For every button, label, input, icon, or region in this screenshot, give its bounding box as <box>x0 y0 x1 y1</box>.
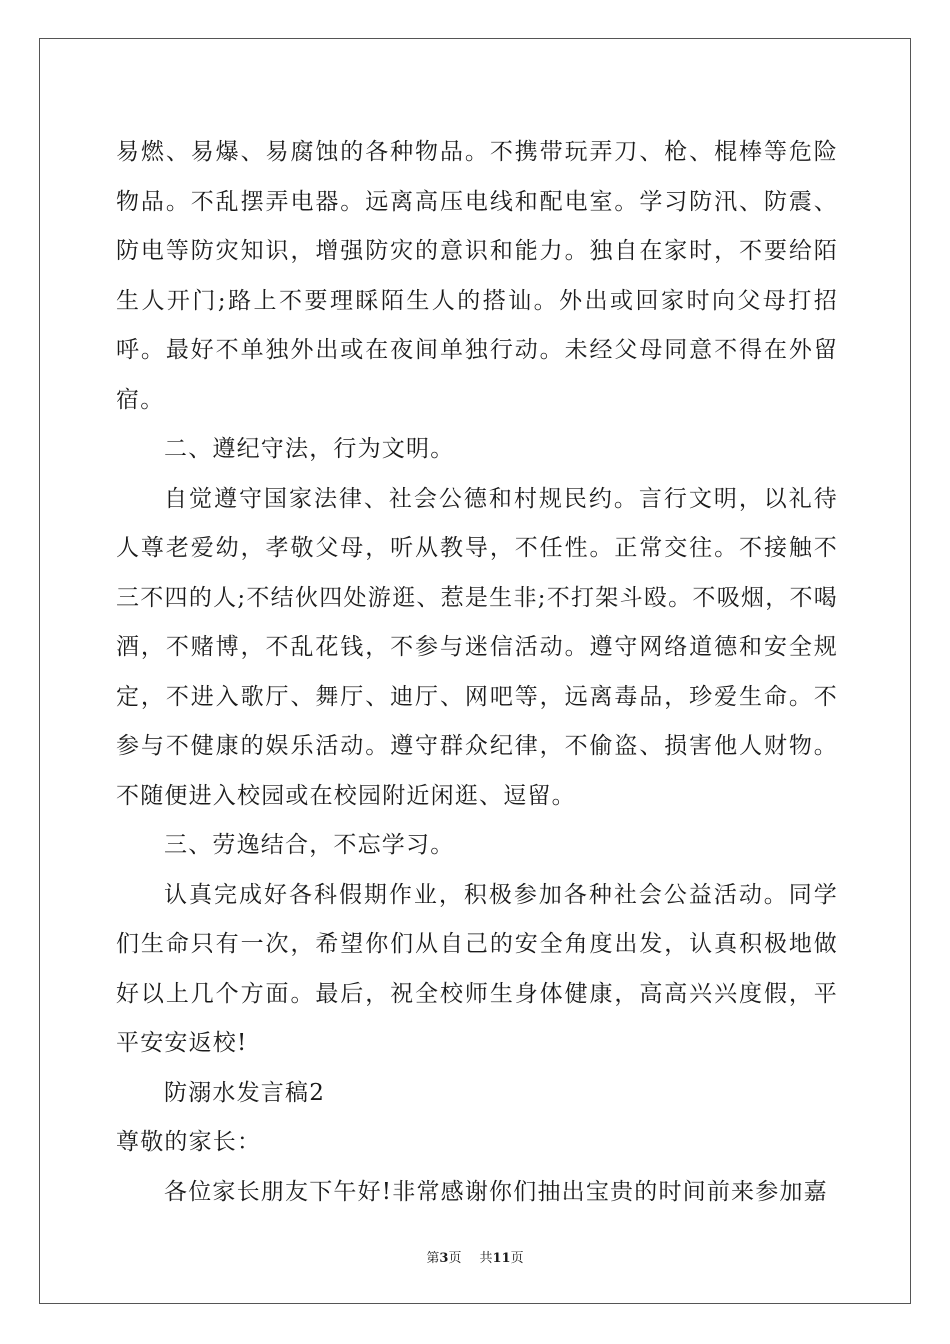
page-footer <box>0 1247 950 1266</box>
footer-total-prefix: 共 <box>479 1251 493 1266</box>
footer-page-suffix: 页 <box>448 1251 462 1266</box>
document-body <box>116 128 838 1217</box>
speech-title: 防溺水发言稿2 <box>164 1079 326 1106</box>
paragraph-section-3: 认真完成好各科假期作业，积极参加各种社会公益活动。同学们生命只有一次，希望你们从自己的安全角度出发，认真积极地做好以上几个方面。最后，祝全校师生身体健康，高高兴兴度假，平平安安返校! <box>116 881 838 1056</box>
footer-prefix: 第 <box>426 1251 440 1266</box>
salutation: 尊敬的家长： <box>116 1129 262 1155</box>
footer-page-number: 3 <box>439 1251 449 1266</box>
paragraph-opening: 各位家长朋友下午好!非常感谢你们抽出宝贵的时间前来参加嘉 <box>164 1178 828 1205</box>
paragraph-continuation: 易燃、易爆、易腐蚀的各种物品。不携带玩弄刀、枪、棍棒等危险物品。不乱摆弄电器。远离高压电线和配电室。学习防汛、防震、防电等防灾知识，增强防灾的意识和能力。独自在家时，不要给陌生人开门;路上不要理睬陌生人的搭讪。外出或回家时向父母打招呼。最好不单独外出或在夜间单独行动。未经父母同意不得在外留宿。 <box>116 139 838 413</box>
footer-total-suffix: 页 <box>510 1251 524 1266</box>
section-heading-2: 二、遵纪守法，行为文明。 <box>164 436 455 462</box>
section-heading-3: 三、劳逸结合，不忘学习。 <box>164 832 455 858</box>
footer-total-pages: 11 <box>492 1251 511 1266</box>
paragraph-section-2: 自觉遵守国家法律、社会公德和村规民约。言行文明，以礼待人尊老爱幼，孝敬父母，听从教导，不任性。正常交往。不接触不三不四的人;不结伙四处游逛、惹是生非;不打架斗殴。不吸烟，不喝酒，不赌博，不乱花钱，不参与迷信活动。遵守网络道德和安全规定，不进入歌厅、舞厅、迪厅、网吧等，远离毒品，珍爱生命。不参与不健康的娱乐活动。遵守群众纪律，不偷盗、损害他人财物。不随便进入校园或在校园附近闲逛、逗留。 <box>116 485 838 809</box>
